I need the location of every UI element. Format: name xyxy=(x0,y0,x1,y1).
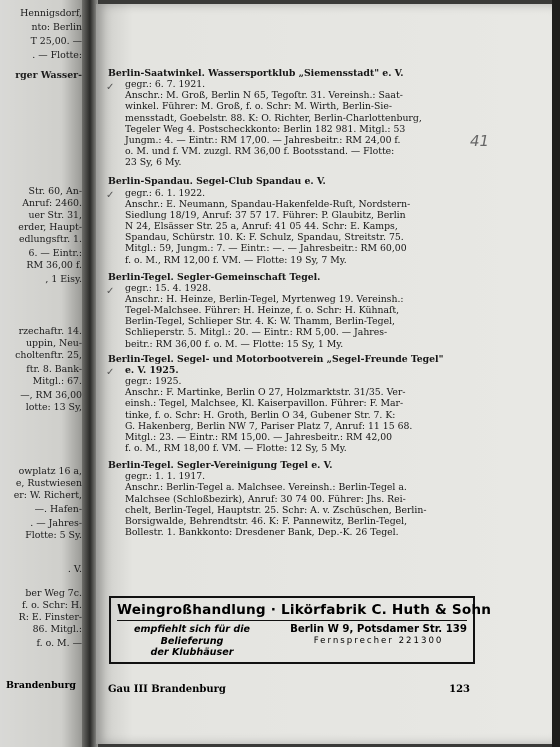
club-entry-line: Mitgl.: 59, Jungm.: 7. — Eintr.: —. — Jahresbeitr.: RM 60,00 xyxy=(125,243,407,255)
club-entry-body xyxy=(108,283,478,350)
club-entry-line: Anschr.: Berlin-Tegel a. Malchsee. Vereinsh.: Berlin-Tegel a. xyxy=(125,482,407,494)
club-entry-line: Mitgl.: 23. — Eintr.: RM 15,00. — Jahresbeitr.: RM 42,00 xyxy=(125,431,393,443)
left-page-text-line: edlungsftr. 1. xyxy=(18,234,82,245)
ad-phone: Fernsprecher 221300 xyxy=(313,635,444,646)
left-page-text-line: uppin, Neu- xyxy=(26,338,82,349)
left-page-text-line: choltenftr. 25, xyxy=(15,350,82,361)
club-entry-heading: Berlin-Saatwinkel. Wassersportklub „Siemensstadt" e. V. xyxy=(108,68,404,79)
left-page-text-line: rzechaftr. 14. xyxy=(18,326,82,337)
club-entry-line: winkel. Führer: M. Groß, f. o. Schr: M. Wirth, Berlin-Sie- xyxy=(125,101,393,113)
club-entry-line: gegr.: 1925. xyxy=(125,376,182,388)
left-page-text-line: RM 36,00 f. xyxy=(26,260,82,271)
club-entry-line: 23 Sy, 6 My. xyxy=(125,157,182,169)
club-entry-line: Berlin-Tegel, Schlieper Str. 4. K: W. Thamm, Berlin-Tegel, xyxy=(125,316,395,328)
club-entry-line: gegr.: 15. 4. 1928. xyxy=(125,282,212,294)
club-entry-line: Tegel-Malchsee. Führer: H. Heinze, f. o. Schr: H. Kühnaſt, xyxy=(125,305,400,317)
club-entry-line: Spandau, Schürstr. 10. K: F. Schulz, Spandau, Streitstr. 75. xyxy=(125,232,404,244)
page-footer xyxy=(108,684,470,695)
left-page-text-line: —. Hafen- xyxy=(34,504,82,515)
club-entry-line: Anschr.: F. Martinke, Berlin O 27, Holzmarktstr. 31/35. Ver- xyxy=(125,387,406,399)
left-page-text-line: rger Wasser- xyxy=(15,70,82,81)
club-entry-body xyxy=(108,79,478,168)
club-entry-line: Borsigwalde, Behrendtstr. 46. K: F. Pannewitz, Berlin-Tegel, xyxy=(125,515,408,527)
left-page-text-line: uer Str. 31, xyxy=(28,210,82,221)
club-entry-line: Anschr.: E. Neumann, Spandau-Hakenfelde-Ruſt, Nordstern- xyxy=(125,198,411,210)
left-page-text-line: owplatz 16 a, xyxy=(18,466,82,477)
right-page xyxy=(96,4,554,744)
club-entry-line: o. M. und f. VM. zuzgl. RM 36,00 f. Bootsstand. — Flotte: xyxy=(125,146,395,158)
club-entry-body xyxy=(108,376,478,454)
club-entry-line: f. o. M., RM 12,00 f. VM. — Flotte: 19 Sy, 7 My. xyxy=(125,254,347,266)
club-entry-line: Anschr.: H. Heinze, Berlin-Tegel, Myrtenweg 19. Vereinsh.: xyxy=(125,293,404,305)
left-page-text-line: Str. 60, An- xyxy=(28,186,82,197)
club-entry-line: tinke, f. o. Schr: H. Groth, Berlin O 34, Gubener Str. 7. K: xyxy=(125,409,396,421)
club-entry-body xyxy=(108,471,478,538)
club-entry-body xyxy=(108,188,478,266)
left-page-text-line: —, RM 36,00 xyxy=(20,390,82,401)
left-page-text-line: 6. — Eintr.: xyxy=(28,248,82,259)
club-entry-heading: Berlin-Tegel. Segel- und Motorbootverein „Segel-Freunde Tegel" xyxy=(108,353,444,365)
left-page-text-line: Mitgl.: 67. xyxy=(32,376,82,387)
club-entry-heading-cont: e. V. 1925. xyxy=(125,364,179,376)
left-page-text-line: nto: Berlin xyxy=(31,22,82,33)
left-page-text-line: ftr. 8. Bank- xyxy=(26,364,82,375)
footer-section: Gau III Brandenburg xyxy=(108,684,226,695)
club-entry-line: einsh.: Tegel, Malchsee, Kl. Kaiserpavillon. Führer: F. Mar- xyxy=(125,398,404,410)
club-entry-heading: Berlin-Spandau. Segel-Club Spandau e. V. xyxy=(108,176,326,188)
scan-edge xyxy=(552,0,560,747)
left-page-text-line: 86. Mitgl.: xyxy=(32,624,82,635)
club-entry-line: Siedlung 18/19, Anruf: 37 57 17. Führer: P. Glaubitz, Berlin xyxy=(125,209,406,221)
club-entry-line: gegr.: 6. 1. 1922. xyxy=(125,187,206,199)
club-entry-heading: Berlin-Tegel. Segler-Gemeinschaft Tegel. xyxy=(108,271,321,283)
left-page-text-line: erder, Haupt- xyxy=(18,222,82,233)
club-entry-line: N 24, Elsässer Str. 25 a, Anruf: 41 05 44. Schr: E. Kamps, xyxy=(125,221,398,233)
club-entry-line: Schlieperstr. 5. Mitgl.: 20. — Eintr.: RM 5,00. — Jahres- xyxy=(125,327,388,339)
club-entry-line: gegr.: 6. 7. 1921. xyxy=(125,79,206,91)
ad-contact xyxy=(290,624,467,659)
check-mark-icon: ✓ xyxy=(106,190,115,202)
ad-title: Weingroßhandlung · Likörfabrik C. Huth & Sohn xyxy=(117,602,467,621)
ad-slogan-line-2: der Klubhäuser xyxy=(150,647,234,658)
page-number: 123 xyxy=(449,684,470,695)
left-page-footer: Brandenburg xyxy=(6,680,76,691)
club-entry-line: G. Hakenberg, Berlin NW 7, Pariser Platz 7, Anruf: 11 15 68. xyxy=(125,420,413,432)
left-page xyxy=(0,0,88,747)
club-entry-line: chelt, Berlin-Tegel, Hauptstr. 25. Schr: A. v. Zschüschen, Berlin- xyxy=(125,504,427,516)
check-mark-icon: ✓ xyxy=(106,366,115,378)
club-entry-line: Bollestr. 1. Bankkonto: Dresdener Bank, Dep.-K. 26 Tegel. xyxy=(125,527,399,539)
club-listing xyxy=(108,68,478,540)
club-entry-line: Anschr.: M. Groß, Berlin N 65, Tegoſtr. 31. Vereinsh.: Saat- xyxy=(125,90,403,102)
handwritten-annotation: 41 xyxy=(470,132,490,150)
ad-address: Berlin W 9, Potsdamer Str. 139 xyxy=(290,624,467,635)
left-page-text-line: Anruf: 2460. xyxy=(22,198,82,209)
left-page-text-line: T 25,00. — xyxy=(30,36,82,47)
left-page-text-line: Hennigsdorf, xyxy=(20,8,82,19)
left-page-text-line: f. o. M. — xyxy=(36,638,82,649)
club-entry-line: Jungm.: 4. — Eintr.: RM 17,00. — Jahresbeitr.: RM 24,00 f. xyxy=(125,134,401,146)
left-page-text-line: e, Rustwiesen xyxy=(15,478,82,489)
left-page-text-line: . — Jahres- xyxy=(30,518,82,529)
club-entry xyxy=(108,68,478,168)
club-entry xyxy=(108,272,478,350)
club-entry xyxy=(108,460,478,538)
club-entry-line: beitr.: RM 36,00 f. o. M. — Flotte: 15 Sy, 1 My. xyxy=(125,338,344,350)
left-page-text-line: er: W. Richert, xyxy=(13,490,82,501)
advertisement xyxy=(109,596,492,664)
club-entry xyxy=(108,354,478,454)
left-page-text-line: ber Weg 7c. xyxy=(25,588,82,599)
left-page-text-line: Flotte: 5 Sy. xyxy=(25,530,82,541)
left-page-text-line: . — Flotte: xyxy=(32,50,82,61)
left-page-text-line: , 1 Eisy. xyxy=(45,274,82,285)
check-mark-icon: ✓ xyxy=(106,285,115,297)
club-entry-line: gegr.: 1. 1. 1917. xyxy=(125,471,206,483)
club-entry-heading: Berlin-Tegel. Segler-Vereinigung Tegel e. V. xyxy=(108,460,333,472)
ad-slogan-line-1: empfiehlt sich für die Belieferung xyxy=(133,624,251,647)
club-entry-line: f. o. M., RM 18,00 f. VM. — Flotte: 12 Sy, 5 My. xyxy=(125,443,347,454)
club-entry xyxy=(108,176,478,265)
left-page-text-line: lotte: 13 Sy, xyxy=(25,402,82,413)
club-entry-line: Tegeler Weg 4. Postscheckkonto: Berlin 182 981. Mitgl.: 53 xyxy=(125,123,406,135)
check-mark-icon: ✓ xyxy=(106,82,115,93)
left-page-text-line: R: E. Finster- xyxy=(18,612,82,623)
club-entry-line: mensstadt, Goebelstr. 88. K: O. Richter, Berlin-Charlottenburg, xyxy=(125,112,422,124)
left-page-text-line: . V. xyxy=(67,564,82,575)
club-entry-line: Malchsee (Schloßbezirk), Anruf: 30 74 00. Führer: Jhs. Rei- xyxy=(125,493,406,505)
left-page-text-line: f. o. Schr: H. xyxy=(21,600,82,611)
ad-slogan xyxy=(117,624,267,659)
